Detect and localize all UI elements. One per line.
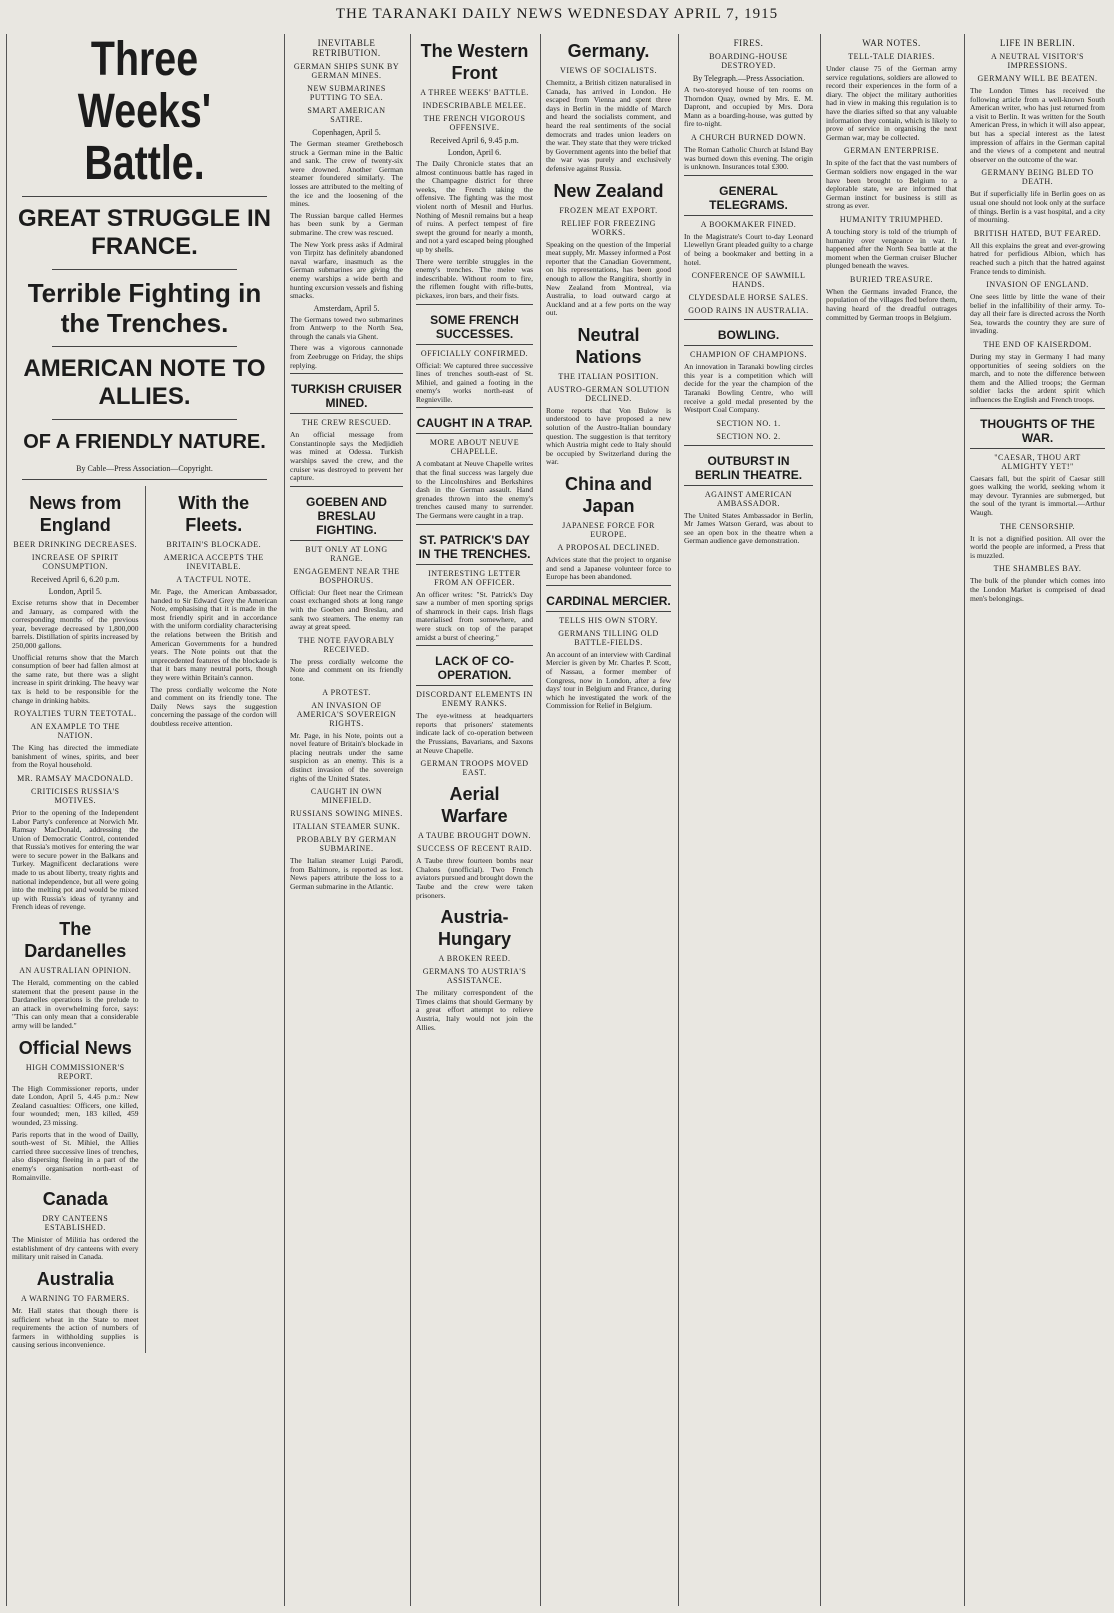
subhead: A CHURCH BURNED DOWN. xyxy=(691,132,806,142)
subhead: AUSTRO-GERMAN SOLUTION DECLINED. xyxy=(547,384,670,403)
paragraph: The New York press asks if Admiral von Tirpitz has definitely abandoned naval warfare, inasmuch as the German submarines are giving the enemy warships a wide berth and hunting excursion vessels and fishing smacks. xyxy=(290,239,403,301)
subhead: RUSSIANS SOWING MINES. xyxy=(290,809,403,819)
paragraph: An official message from Constantinople says the Medjidieh was mined at Odessa. Turkish warships saved the crew, and the cruiser was destroyed to prevent her capture. xyxy=(290,430,403,483)
paragraph: A combatant at Neuve Chapelle writes that the final success was largely due to the Lincolnshires and Berkshires dash in the German assault. Hand grenades thrown into the enemy's trenches caused many to surrender. The Germans were caught in a trap. xyxy=(416,459,533,521)
subhead: THE SHAMBLES BAY. xyxy=(993,564,1082,574)
subhead: GOOD RAINS IN AUSTRALIA. xyxy=(688,306,809,316)
headline-american-note: AMERICAN NOTE TO ALLIES. xyxy=(23,355,266,410)
dardanelles-heading: The Dardanelles xyxy=(24,919,127,962)
subhead: A BROKEN REED. xyxy=(438,954,511,964)
section-heading: OUTBURST IN BERLIN THEATRE. xyxy=(694,453,803,482)
subhead: NEW SUBMARINES PUTTING TO SEA. xyxy=(307,84,386,102)
paragraph: A Taube threw fourteen bombs near Chalons (unofficial). Two French aviators pursued and brought down the Taube and the crew were taken prisoners. xyxy=(416,856,533,900)
paragraph: During my stay in Germany I had many opportunities of seeing soldiers on the march, and to note the difference between them and the Allied troops; the German soldier lacks the ardent spirit which influences the English and French troops. xyxy=(970,352,1105,405)
aerial-warfare-heading: Aerial Warfare xyxy=(441,784,508,827)
paragraph: Advices state that the project to organise and send a Japanese volunteer force to Europe has been abandoned. xyxy=(546,555,671,582)
paragraph: The High Commissioner reports, under date London, April 5, 4.45 p.m.: New Zealand casualties: Officers, one killed, four wounded; men, 183 killed, 459 wounded, 23 missing. xyxy=(12,1083,139,1127)
subhead: LIFE IN BERLIN. xyxy=(999,38,1076,48)
subhead: BUT ONLY AT LONG RANGE. xyxy=(305,544,388,563)
germany-heading: Germany. xyxy=(567,41,650,61)
subhead: CAUGHT IN OWN MINEFIELD. xyxy=(310,787,383,806)
subhead: INTERESTING LETTER FROM AN OFFICER. xyxy=(428,568,521,587)
paragraph: It is not a dignified position. All over the world the people are informed, a Press that is muzzled. xyxy=(970,533,1105,560)
dateline: Copenhagen, April 5. xyxy=(312,128,381,137)
paragraph: Mr. Page, the American Ambassador, handed to Sir Edward Grey the American Note, emphasising that it is made in the most friendly spirit and in accordance with the uniform cordiality characterising the relations between the British and American Governments for a hundred years. The Note points out that the unprecedented features of the blockade is that it bars many neutral ports, though they were within Britain's cannon. xyxy=(150,587,277,682)
section-heading: LACK OF CO-OPERATION. xyxy=(435,654,514,683)
subhead: HIGH COMMISSIONER'S REPORT. xyxy=(25,1062,125,1081)
column-3 xyxy=(410,34,538,1606)
subhead: THE CREW RESCUED. xyxy=(301,418,392,428)
paragraph: In spite of the fact that the vast numbers of German soldiers now engaged in the war have been brought to Belgium to a deplorable state, we are informed that German instinct for business is still as strong as ever. xyxy=(826,158,957,211)
subhead: A TAUBE BROUGHT DOWN. xyxy=(417,831,532,841)
subhead: HUMANITY TRIUMPHED. xyxy=(839,214,944,224)
subhead: INDESCRIBABLE MELEE. xyxy=(422,101,527,110)
subhead: GERMANS TILLING OLD BATTLE-FIELDS. xyxy=(558,628,659,647)
dateline: Received April 6, 9.45 p.m. xyxy=(430,136,519,145)
subhead: A PROPOSAL DECLINED. xyxy=(557,543,660,553)
column-2 xyxy=(284,34,408,1606)
column-5 xyxy=(678,34,818,1606)
paragraph: An account of an interview with Cardinal Mercier is given by Mr. Charles P. Scott, of Nassau, a former member of Congress, now in London, after a few days' tour in Belgium and France, during which he investigated the work of the Commission for Relief in Belgium. xyxy=(546,649,671,711)
subhead: BRITAIN'S BLOCKADE. xyxy=(166,540,262,549)
paragraph: Caesars fall, but the spirit of Caesar still goes walking the world, seeking whom it may devour. Tyrannies are submerged, but the soul of the tyrant is immortal.—Arthur Waugh. xyxy=(970,473,1105,517)
paragraph: The eye-witness at headquarters reports that prisoners' statements indicate lack of co-operation between the Prussians, Bavarians, and Saxons at Neuve Chapelle. xyxy=(416,711,533,755)
section-heading: GENERAL TELEGRAMS. xyxy=(709,183,788,212)
paragraph: A touching story is told of the triumph of humanity over vengeance in war. It happened after the North Sea battle at the moment when the German cruiser Blucher plunged beneath the waves. xyxy=(826,226,957,271)
subhead: ROYALTIES TURN TEETOTAL. xyxy=(14,709,137,719)
subhead: "CAESAR, THOU ART ALMIGHTY YET!" xyxy=(994,452,1081,471)
section-heading: BOWLING. xyxy=(717,328,780,343)
neutral-nations-heading: Neutral Nations xyxy=(575,324,642,367)
main-headline: Three Weeks' Battle. xyxy=(77,34,212,190)
subhead: BURIED TREASURE. xyxy=(850,274,933,284)
paragraph: The Russian barque called Hermes has been sunk by a German submarine. The crew was rescued. xyxy=(290,210,403,237)
subhead: THE END OF KAISERDOM. xyxy=(983,340,1092,350)
paragraph: Mr. Hall states that though there is sufficient wheat in the State to meet requirements the action of numbers of farmers in withholding supplies is causing serious inconvenience. xyxy=(12,1305,139,1350)
subhead: INVASION OF ENGLAND. xyxy=(986,280,1089,290)
subhead: INCREASE OF SPIRIT CONSUMPTION. xyxy=(31,553,119,571)
paragraph: The press cordially welcome the Note and comment on its friendly tone. xyxy=(290,656,403,683)
paragraph: The United States Ambassador in Berlin, Mr James Watson Gerard, was about to see an open box in the theatre when a German audience gave demonstration. xyxy=(684,510,813,546)
paragraph: An innovation in Taranaki bowling circles this year is a competition which will decide for the year the champion of the Taranaki Bowling Centre, who will receive a gold medal presented by the Westport Coal Company. xyxy=(684,362,813,415)
dateline: Received April 6, 6.20 p.m. xyxy=(31,575,120,584)
paragraph: There was a vigorous cannonade from Zeebrugge on Friday, the ships replying. xyxy=(290,343,403,370)
subhead: GERMANY BEING BLED TO DEATH. xyxy=(981,168,1094,187)
subhead: TELLS HIS OWN STORY. xyxy=(559,615,658,625)
new-zealand-heading: New Zealand xyxy=(553,180,664,201)
subhead: CRITICISES RUSSIA'S MOTIVES. xyxy=(30,786,120,805)
column-6 xyxy=(820,34,962,1606)
dateline: London, April 6. xyxy=(447,148,502,157)
dateline: London, April 5. xyxy=(48,587,102,596)
paragraph: The London Times has received the following article from a well-known South American writer, who has just returned from a visit to Berlin. It was written for the South American Press, in which it will also appear, but has a special interest as the latest impression of affairs in the German capital and the views of a competent and neutral observer on the outcome of the war. xyxy=(970,86,1105,164)
paragraph: A two-storeyed house of ten rooms on Thorndon Quay, owned by Mrs. E. M. Dapront, and occupied by Mrs. Dora Mann as a boarding-house, was gutted by fire to-night. xyxy=(684,85,813,129)
paragraph: When the Germans invaded France, the population of the villages fled before them, having heard of the dreadful outrages committed by German troops in Belgium. xyxy=(826,286,957,322)
subhead: DRY CANTEENS ESTABLISHED. xyxy=(42,1214,109,1233)
headline-terrible-fighting: Terrible Fighting in the Trenches. xyxy=(27,278,262,338)
subhead: FROZEN MEAT EXPORT. xyxy=(559,205,658,215)
section-heading: CAUGHT IN A TRAP. xyxy=(416,416,533,431)
subhead: OFFICIALLY CONFIRMED. xyxy=(420,348,529,358)
paragraph: Unofficial returns show that the March consumption of beer had fallen almost at the same rate, but there was a slight increase in spirit drinking. The heavy war tax is held to be responsible for the change in drinking habits. xyxy=(12,652,139,705)
right-subcolumn xyxy=(145,486,278,1353)
australia-heading: Australia xyxy=(36,1268,114,1289)
section-heading: TURKISH CRUISER MINED. xyxy=(291,382,402,411)
subhead: RELIEF FOR FREEZING WORKS. xyxy=(561,218,656,237)
subhead: TELL-TALE DIARIES. xyxy=(848,52,935,61)
subhead: CONFERENCE OF SAWMILL HANDS. xyxy=(691,271,806,290)
paragraph: The Minister of Militia has ordered the establishment of dry canteens with every military unit raised in Canada. xyxy=(12,1235,139,1262)
paragraph: The Italian steamer Luigi Parodi, from Baltimore, is reported as lost. News papers attribute the loss to a German submarine in the Atlantic. xyxy=(290,856,403,891)
subhead: CHAMPION OF CHAMPIONS. xyxy=(689,350,808,360)
subhead: A NEUTRAL VISITOR'S IMPRESSIONS. xyxy=(990,52,1085,70)
china-japan-heading: China and Japan xyxy=(564,474,652,517)
paragraph: The Daily Chronicle states that an almost continuous battle has raged in the Champagne district for three weeks, the French taking the offensive. The fighting was the most violent north of Mesnil and Hurlus. Nothing of Mesnil remains but a heap of ruins. A perfect tempest of fire swept the ground for nearly a month, and not a yard escaped being ploughed up by shells. xyxy=(416,159,533,254)
paragraph: The military correspondent of the Times claims that should Germany by a great effort attempt to relieve Austria, Italy would not join the Allies. xyxy=(416,988,533,1032)
paragraph: Official: We captured three successive lines of trenches south-east of St. Mihiel, and gained a footing in the enemy's works north-east of Regnieville. xyxy=(416,360,533,404)
paragraph: But if superficially life in Berlin goes on as usual one should not look only at the surface of things. Berlin is a vast hospital, and a city of mourning. xyxy=(970,189,1105,225)
paragraph: Official: Our fleet near the Crimean coast exchanged shots at long range with the Goeben and Breslau, and sank two steamers. The enemy ran away at great speed. xyxy=(290,587,403,632)
paragraph: Under clause 75 of the German army service regulations, soldiers are allowed to record their experiences in the form of a diary. The object the military authorities had in view in making this regulation is to have the diaries sifted so that any valuable information they contain, which is likely to prove of service in organising the next German war, may be collected. xyxy=(826,64,957,142)
paragraph: The Herald, commenting on the cabled statement that the present pause in the Dardanelles operations is the prelude to an attack in overwhelming force, says: "This can only mean that a considerable army will be landed." xyxy=(12,978,139,1030)
column-7 xyxy=(964,34,1110,1606)
paragraph: There were terrible struggles in the enemy's trenches. The melee was indescribable. Without room to fire, the riflemen fought with rifle-butts, pickaxes, iron bars, and their fists. xyxy=(416,256,533,300)
subhead: GERMANY WILL BE BEATEN. xyxy=(977,74,1098,83)
paragraph: Paris reports that in the wood of Dailly, south-west of St. Mihiel, the Allies carried three successive lines of trenches, also dispersing fleeing in a part of the enemy's organisation north-east of Romainville. xyxy=(12,1129,139,1182)
subhead: AGAINST AMERICAN AMBASSADOR. xyxy=(704,489,793,508)
subhead: THE FRENCH VIGOROUS OFFENSIVE. xyxy=(423,114,526,132)
credit-line: By Cable—Press Association—Copyright. xyxy=(76,464,213,473)
paragraph: In the Magistrate's Court to-day Leonard Llewellyn Grant pleaded guilty to a charge of being a bookmaker and betting in a hotel. xyxy=(684,231,813,267)
austria-hungary-heading: Austria-Hungary xyxy=(437,907,511,950)
left-subcolumn xyxy=(12,486,139,1353)
column-4 xyxy=(540,34,676,1606)
canada-heading: Canada xyxy=(42,1189,108,1210)
paragraph: An officer writes: "St. Patrick's Day saw a number of men sporting sprigs of shamrock in their caps. Irish flags materialised from somewhere, and were stuck on top of the parapet amidst a burst of cheering." xyxy=(416,589,533,642)
section-heading: THOUGHTS OF THE WAR. xyxy=(980,416,1095,445)
subhead: AN EXAMPLE TO THE NATION. xyxy=(30,722,121,741)
dateline: By Telegraph.—Press Association. xyxy=(692,74,805,83)
with-the-fleets-heading: With the Fleets. xyxy=(178,493,250,535)
paragraph: Chemnitz, a British citizen naturalised in Canada, has arrived in London. He escaped from Vienna and spent three days in Berlin in the middle of March and heard the socialists comment, and heard the real sentiments of the social democrats and trades union leaders on the war. They state that they were tricked by Government agents into the belief that the war was purely and exclusively defensive against Russia. xyxy=(546,78,671,173)
paragraph: Mr. Page, in his Note, points out a novel feature of Britain's blockade in placing neutrals under the same suspicion as an enemy. This is a distinct invasion of the sovereign rights of the United States. xyxy=(290,730,403,783)
subhead: PROBABLY BY GERMAN SUBMARINE. xyxy=(296,835,397,854)
western-front-heading: The Western Front xyxy=(420,41,529,83)
subhead: ITALIAN STEAMER SUNK. xyxy=(292,822,401,832)
subhead: A BOOKMAKER FINED. xyxy=(700,219,797,229)
subhead: SECTION NO. 2. xyxy=(716,431,781,441)
subhead: MR. RAMSAY MACDONALD. xyxy=(17,773,134,783)
paragraph: The Roman Catholic Church at Island Bay was burned down this evening. The origin is unknown. Insurances total £300. xyxy=(684,144,813,172)
section-heading: CARDINAL MERCIER. xyxy=(546,593,671,608)
masthead: THE TARANAKI DAILY NEWS WEDNESDAY APRIL 7, 1915 xyxy=(335,6,779,22)
subhead: SMART AMERICAN SATIRE. xyxy=(307,106,386,124)
subhead: INEVITABLE RETRIBUTION. xyxy=(312,38,381,58)
subhead: A WARNING TO FARMERS. xyxy=(20,1293,130,1303)
paragraph: The bulk of the plunder which comes into the London Market is comprised of dead men's belongings. xyxy=(970,576,1105,603)
subhead: JAPANESE FORCE FOR EUROPE. xyxy=(562,521,655,540)
subhead: THE NOTE FAVORABLY RECEIVED. xyxy=(298,635,395,654)
subhead: GERMAN ENTERPRISE. xyxy=(843,146,940,156)
subhead: A THREE WEEKS' BATTLE. xyxy=(420,88,529,97)
paragraph: One sees little by little the wane of their belief in the infallibility of their army. To-day all their fare is directed across the North Sea, towards the country they are sure of invading. xyxy=(970,292,1105,336)
paragraph: Excise returns show that in December and January, as compared with the corresponding months of the previous year, beverage decreased by 1,800,000 barrels. Distillation of spirits increased by 250,000 gallons. xyxy=(12,598,139,650)
subhead: GERMAN TROOPS MOVED EAST. xyxy=(420,759,529,778)
subhead: WAR NOTES. xyxy=(862,38,921,48)
subhead: BEER DRINKING DECREASES. xyxy=(13,540,138,549)
paragraph: The Germans towed two submarines from Antwerp to the North Sea, through the canals via Ghent. xyxy=(290,314,403,341)
dateline: Amsterdam, April 5. xyxy=(313,303,380,313)
split-columns xyxy=(12,486,277,1353)
subhead: SECTION NO. 1. xyxy=(716,418,781,428)
subhead: CLYDESDALE HORSE SALES. xyxy=(688,293,809,303)
subhead: A TACTFUL NOTE. xyxy=(176,575,252,584)
column-1 xyxy=(6,34,282,1606)
subhead: BOARDING-HOUSE DESTROYED. xyxy=(709,52,788,70)
paragraph: Speaking on the question of the Imperial meat supply, Mr. Massey informed a Post reporter that the Canadian Government, on his representations, has been good enough to allow the Rangitira, shortly in New Zealand from Montreal, via Australia, to load outward cargo at Auckland and at a few ports on the way out. xyxy=(546,239,671,318)
section-heading: SOME FRENCH SUCCESSES. xyxy=(430,312,519,341)
subhead: VIEWS OF SOCIALISTS. xyxy=(560,66,657,75)
subhead: GERMAN SHIPS SUNK BY GERMAN MINES. xyxy=(293,62,400,80)
subhead: ENGAGEMENT NEAR THE BOSPHORUS. xyxy=(293,566,400,585)
paragraph: The German steamer Grethebosch struck a German mine in the Baltic and sank. The crew of twenty-six were drowned. Another German steamer foundered similarly. The losses are attributed to the melting of the ice and the loosening of the mines. xyxy=(290,139,403,209)
subhead: SUCCESS OF RECENT RAID. xyxy=(417,844,532,854)
section-heading: ST. PATRICK'S DAY IN THE TRENCHES. xyxy=(418,532,531,561)
subhead: AMERICA ACCEPTS THE INEVITABLE. xyxy=(163,553,264,571)
subhead: AN AUSTRALIAN OPINION. xyxy=(19,966,132,976)
section-heading: GOEBEN AND BRESLAU FIGHTING. xyxy=(306,494,387,537)
subhead: AN INVASION OF AMERICA'S SOVEREIGN RIGHTS. xyxy=(296,700,397,728)
paragraph: All this explains the great and ever-growing hatred for perfidious Albion, which has reached such a pitch that the hatred against France tends to diminish. xyxy=(970,240,1105,276)
subhead: MORE ABOUT NEUVE CHAPELLE. xyxy=(429,438,520,457)
paragraph: The press cordially welcome the Note and comment on its friendly tone. The Daily News says the suggestion concerning the passage of the cordon will doubtless receive attention. xyxy=(150,684,277,728)
subhead: DISCORDANT ELEMENTS IN ENEMY RANKS. xyxy=(416,690,533,709)
paragraph: Prior to the opening of the Independent Labor Party's conference at Norwich Mr. Ramsay MacDonald, addressing the Union of Democratic Control, contended that Russia's motives for entering the war were to secure power in the Balkans and Turkey. Magnificent declarations were made to us about liberty, treaty rights and national independence, but all were going into the melting pot and would be mixed up with Russia's ideas of tyranny and French ideas of revenge. xyxy=(12,807,139,912)
subhead: BRITISH HATED, BUT FEARED. xyxy=(973,228,1102,238)
subhead: A PROTEST. xyxy=(322,687,371,697)
subhead: THE CENSORSHIP. xyxy=(999,521,1076,531)
subhead: THE ITALIAN POSITION. xyxy=(558,371,659,381)
official-news-heading: Official News xyxy=(18,1037,132,1058)
subhead: FIRES. xyxy=(733,38,764,48)
headline-friendly-nature: OF A FRIENDLY NATURE. xyxy=(23,431,266,453)
headline-great-struggle: GREAT STRUGGLE IN FRANCE. xyxy=(18,205,271,260)
news-from-england-heading: News from England xyxy=(29,493,122,535)
paragraph: The King has directed the immediate banishment of wines, spirits, and beer from the Royal household. xyxy=(12,743,139,770)
subhead: GERMANS TO AUSTRIA'S ASSISTANCE. xyxy=(422,967,527,986)
paragraph: Rome reports that Von Bulow is understood to have proposed a new solution of the Austro-Italian boundary question. The suggestion is that territory which Austria might cede to Italy should be occupied by Switzerland during the war. xyxy=(546,405,671,467)
